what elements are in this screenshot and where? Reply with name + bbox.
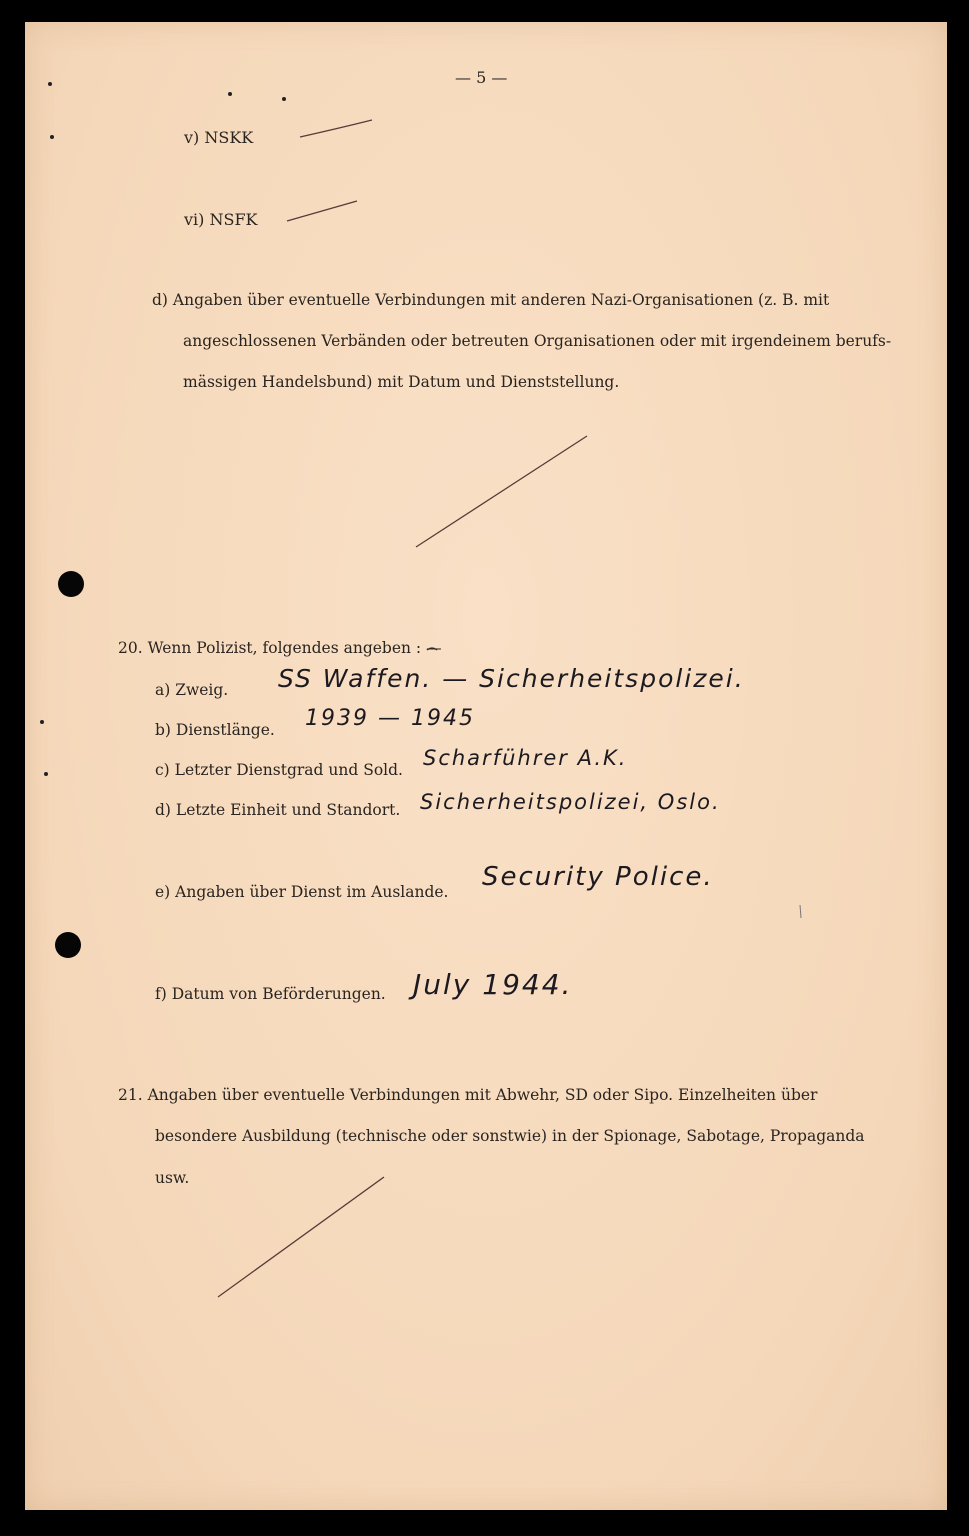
strike-line-21	[218, 1177, 384, 1297]
item-d-line3: mässigen Handelsbund) mit Datum und Dienststellung.	[183, 373, 620, 391]
item-v-label: v) NSKK	[184, 128, 254, 147]
q20-d-label: d) Letzte Einheit und Standort.	[155, 801, 401, 819]
q20-a-answer: SS Waffen. — Sicherheitspolizei.	[278, 664, 745, 693]
strike-line-vi	[287, 201, 357, 221]
q20-f-label: f) Datum von Beförderungen.	[155, 985, 386, 1003]
q21-line3: usw.	[155, 1169, 190, 1187]
q20-b-answer: 1939 — 1945	[305, 706, 475, 731]
q20-title: 20. Wenn Polizist, folgendes angeben : —	[118, 639, 442, 657]
q20-b-label: b) Dienstlänge.	[155, 721, 275, 739]
item-vi-label: vi) NSFK	[184, 210, 258, 229]
q21-line2: besondere Ausbildung (technische oder sonstwie) in der Spionage, Sabotage, Propaganda	[155, 1127, 865, 1145]
strike-line-v	[300, 120, 372, 137]
item-d-line2: angeschlossenen Verbänden oder betreuten Organisationen oder mit irgendeinem berufs-	[183, 332, 892, 350]
q20-e-label: e) Angaben über Dienst im Auslande.	[155, 883, 449, 901]
item-d-line1: d) Angaben über eventuelle Verbindungen mit anderen Nazi-Organisationen (z. B. mit	[152, 291, 830, 309]
q20-d-answer: Sicherheitspolizei, Oslo.	[420, 790, 721, 814]
q20-f-answer: July 1944.	[413, 968, 573, 1001]
page-number: — 5 —	[455, 68, 508, 87]
q20-e-answer: Security Police.	[482, 862, 714, 892]
q20-a-label: a) Zweig.	[155, 681, 229, 699]
stray-mark	[800, 905, 801, 918]
q21-line1: 21. Angaben über eventuelle Verbindungen mit Abwehr, SD oder Sipo. Einzelheiten über	[118, 1086, 818, 1104]
q20-c-answer: Scharführer A.K.	[423, 746, 628, 770]
q20-c-label: c) Letzter Dienstgrad und Sold.	[155, 761, 403, 779]
strike-line-d	[416, 436, 587, 547]
